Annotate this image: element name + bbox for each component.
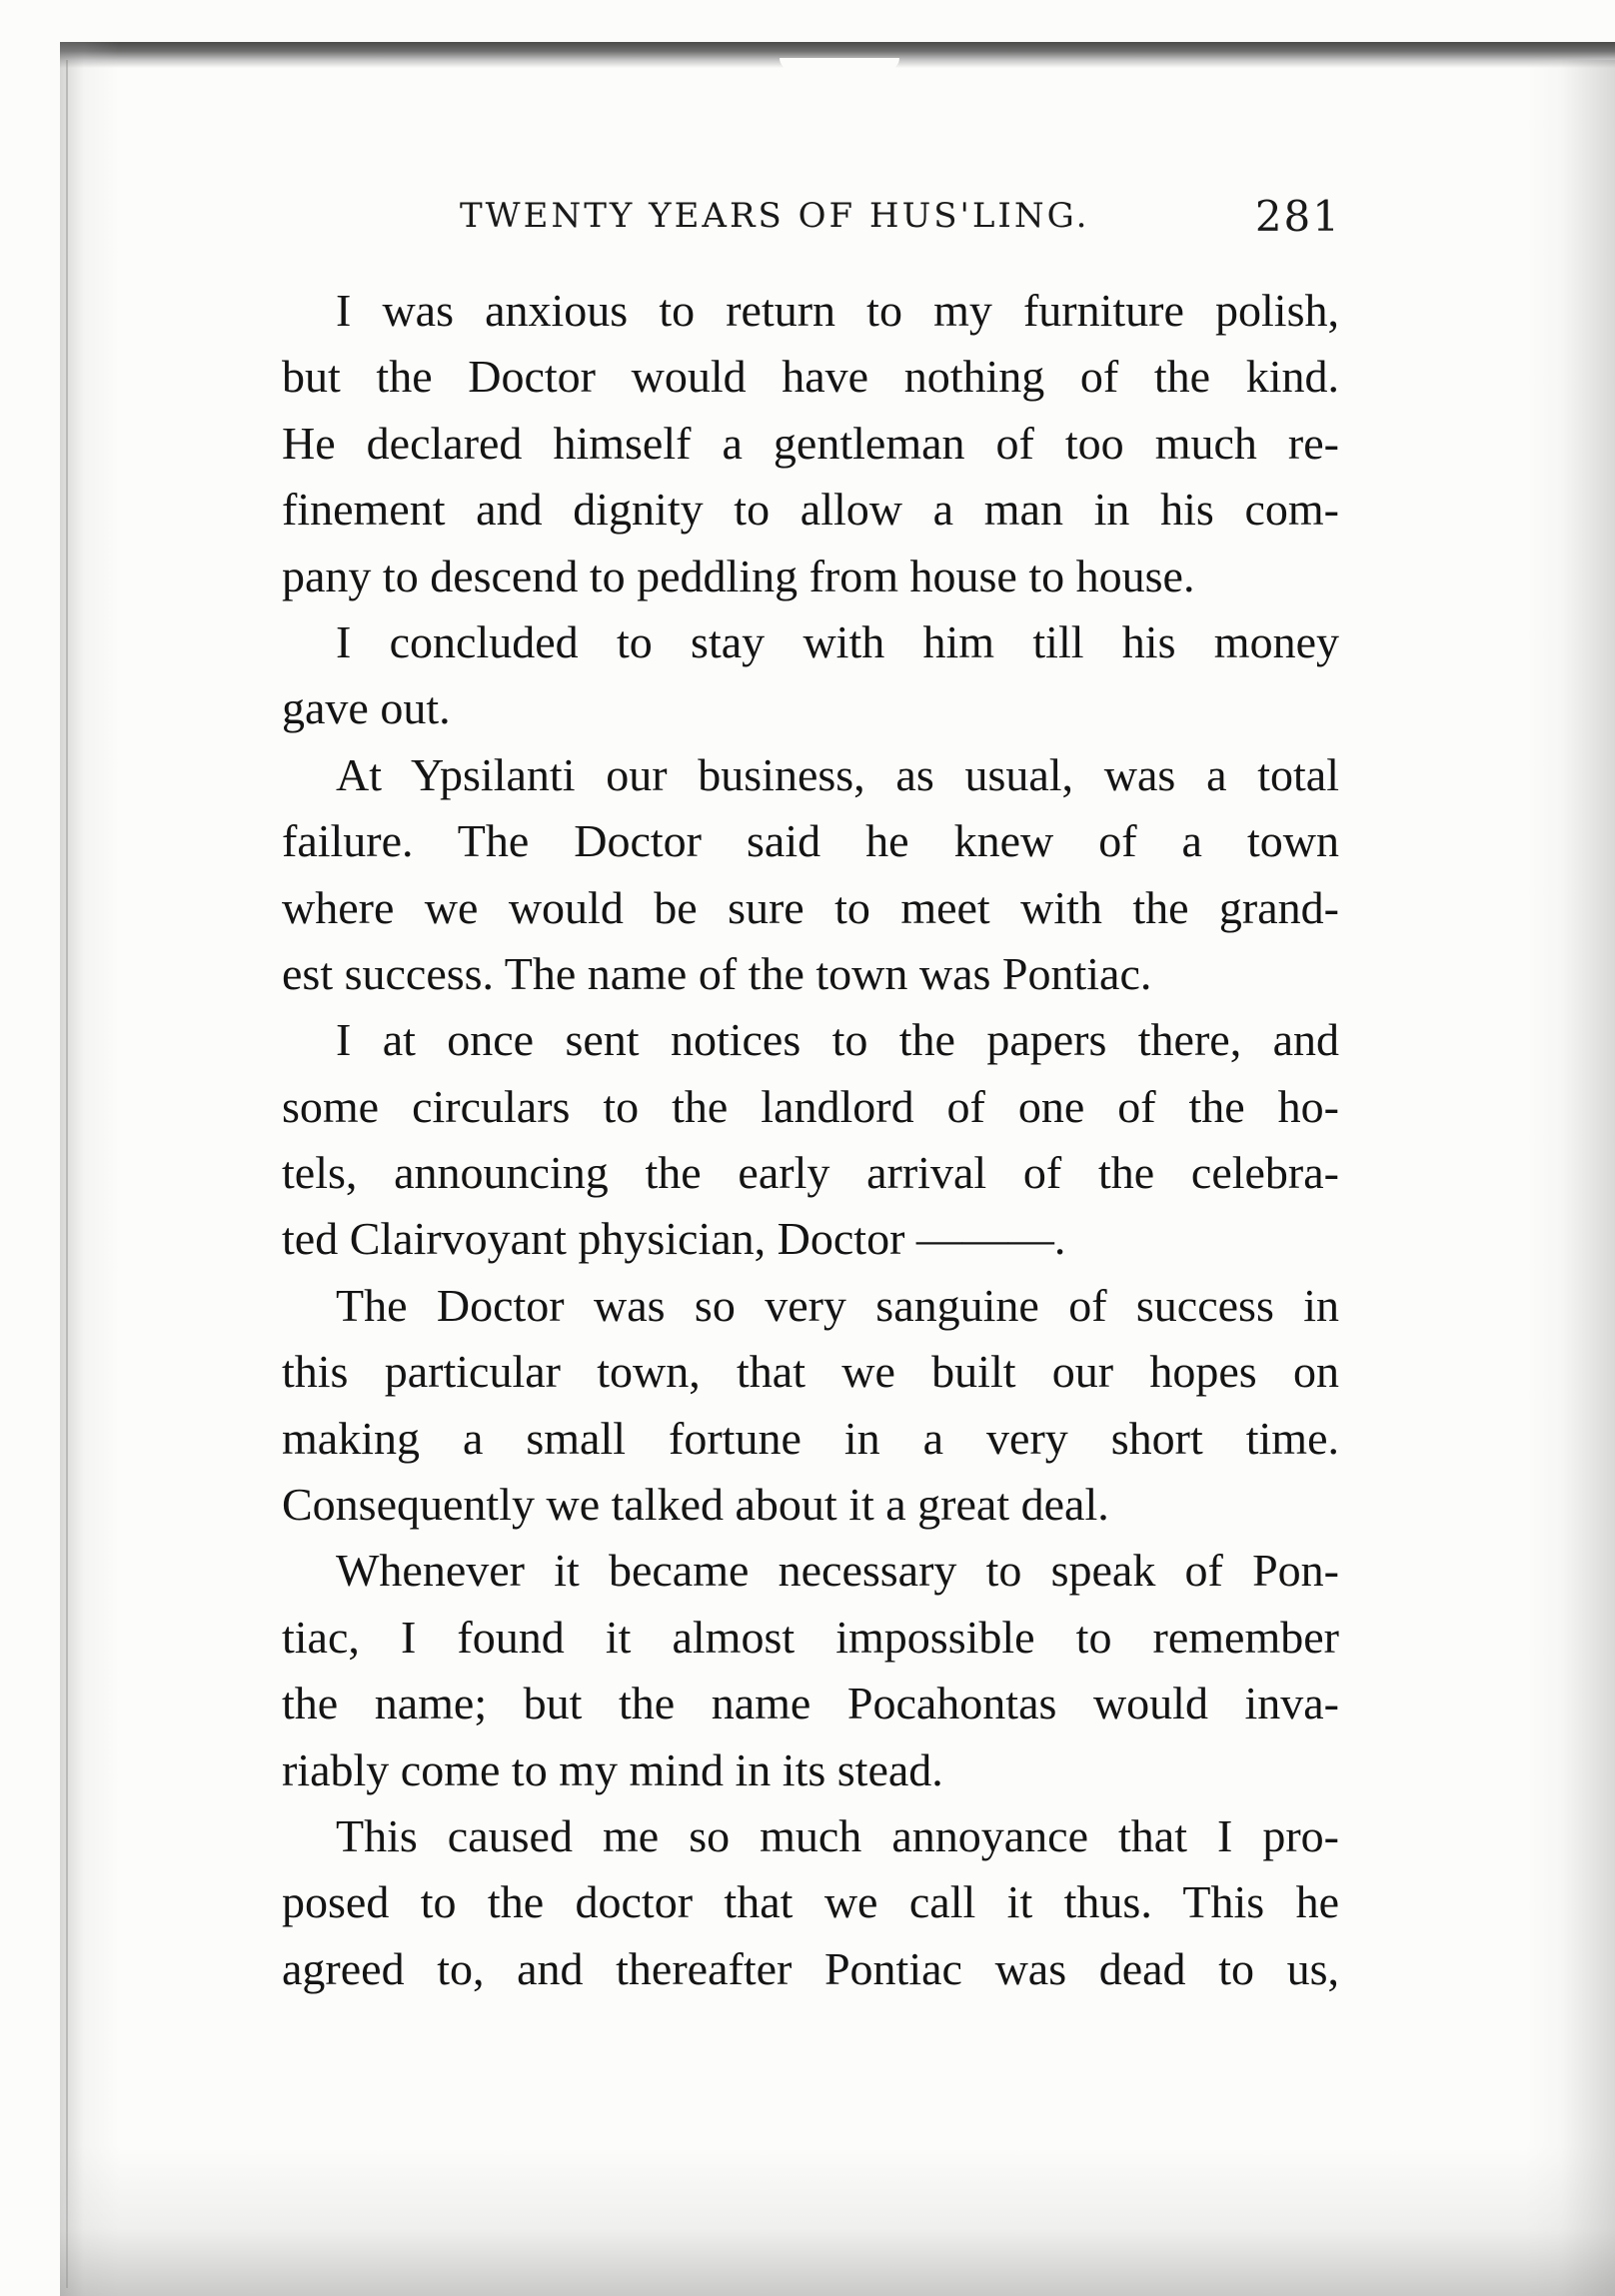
body-text [282, 278, 1339, 2002]
running-title: TWENTY YEARS OF HUS'LING. [460, 196, 1090, 236]
text-line: est success. The name of the town was Pontiac. [282, 947, 1152, 999]
text-line: failure. The Doctor said he knew of a town [282, 815, 1339, 867]
scan-right-shadow [1525, 60, 1615, 2296]
text-line: tiac, I found it almost impossible to remember [282, 1611, 1339, 1663]
text-line: gave out. [282, 682, 451, 734]
scan-top-notch [780, 58, 899, 70]
text-line: I was anxious to return to my furniture polish, [336, 285, 1339, 336]
text-line: some circulars to the landlord of one of the ho- [282, 1080, 1339, 1132]
text-line: the name; but the name Pocahontas would inva- [282, 1678, 1339, 1729]
text-line: but the Doctor would have nothing of the kind. [282, 351, 1339, 403]
text-line: making a small fortune in a very short time. [282, 1412, 1339, 1464]
text-line: He declared himself a gentleman of too much re- [282, 417, 1339, 469]
text-line: At Ypsilanti our business, as usual, was a total [336, 748, 1339, 800]
paragraph-2 [282, 609, 1339, 742]
paragraph-1 [282, 278, 1339, 609]
paragraph-7 [282, 1803, 1339, 2002]
text-line: riably come to my mind in its stead. [282, 1743, 943, 1795]
paragraph-4 [282, 1007, 1339, 1273]
text-line: posed to the doctor that we call it thus. This he [282, 1876, 1339, 1928]
text-line: This caused me so much annoyance that I pro- [336, 1809, 1339, 1861]
scan-left-line [66, 60, 68, 2288]
text-line: where we would be sure to meet with the grand- [282, 881, 1339, 933]
text-line: Whenever it became necessary to speak of Pon- [336, 1545, 1339, 1597]
running-head [282, 192, 1341, 256]
text-line: pany to descend to peddling from house to house. [282, 550, 1195, 601]
text-line: The Doctor was so very sanguine of success in [336, 1279, 1339, 1331]
text-line: ted Clairvoyant physician, Doctor ———. [282, 1213, 1066, 1265]
text-line: Consequently we talked about it a great deal. [282, 1479, 1109, 1531]
text-line: I concluded to stay with him till his money [336, 615, 1339, 667]
paragraph-6 [282, 1538, 1339, 1803]
scan-left-shadow [60, 42, 120, 2296]
page-number: 281 [1254, 192, 1341, 241]
text-line: tels, announcing the early arrival of the celebra- [282, 1147, 1339, 1199]
text-line: agreed to, and thereafter Pontiac was dead to us, [282, 1942, 1339, 1994]
text-line: finement and dignity to allow a man in his com- [282, 484, 1339, 536]
paragraph-3 [282, 742, 1339, 1008]
text-line: this particular town, that we built our hopes on [282, 1346, 1339, 1398]
scan-bottom-shadow [60, 2146, 1615, 2296]
paragraph-5 [282, 1273, 1339, 1539]
text-line: I at once sent notices to the papers there, and [336, 1014, 1339, 1066]
